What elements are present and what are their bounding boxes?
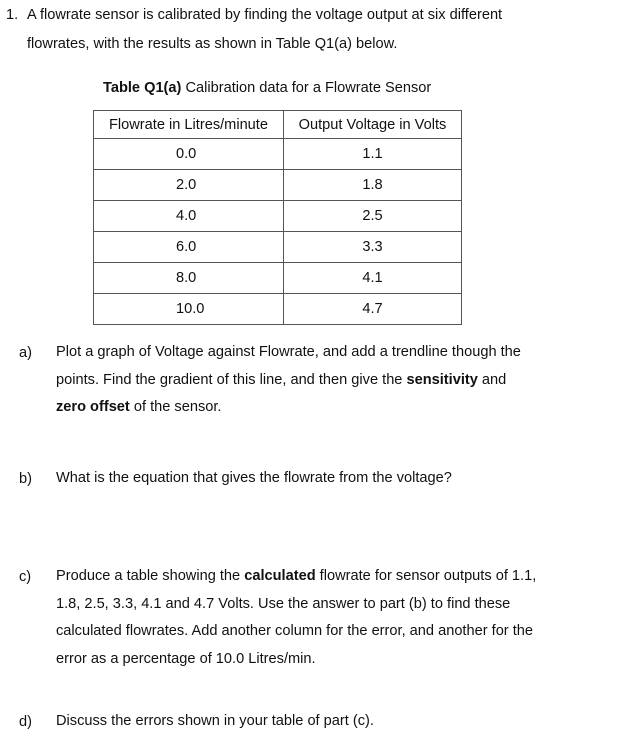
part-b-text	[56, 465, 452, 493]
table-header-row	[94, 111, 462, 139]
part-d-line-1: Discuss the errors shown in your table of part (c).	[56, 713, 374, 729]
question-intro-line-2: flowrates, with the results as shown in Table Q1(a) below.	[27, 36, 398, 52]
part-b-line-1: What is the equation that gives the flowrate from the voltage?	[56, 470, 452, 486]
part-a-line-3: zero offset of the sensor.	[56, 399, 222, 415]
voltage-cell: 4.1	[284, 263, 462, 294]
table-caption-label: Table Q1(a)	[103, 80, 182, 96]
header-flowrate: Flowrate in Litres/minute	[94, 111, 284, 139]
part-c-text	[56, 563, 536, 673]
part-a-text	[56, 339, 521, 422]
voltage-cell: 2.5	[284, 201, 462, 232]
table-row	[94, 294, 462, 325]
table-row	[94, 232, 462, 263]
part-c-line-2: 1.8, 2.5, 3.3, 4.1 and 4.7 Volts. Use the answer to part (b) to find these	[56, 595, 511, 612]
flowrate-cell: 6.0	[94, 232, 284, 263]
part-c-line-3: calculated flowrates. Add another column for the error, and another for the	[56, 623, 534, 639]
voltage-cell: 1.1	[284, 139, 462, 170]
calculated-term: calculated	[244, 568, 316, 584]
table-row	[94, 170, 462, 201]
question-number: 1.	[6, 7, 19, 23]
zero-offset-term: zero offset	[56, 399, 130, 415]
flowrate-cell: 10.0	[94, 294, 284, 325]
part-c-line-4: error as a percentage of 10.0 Litres/min.	[56, 650, 316, 667]
table-caption-title: Calibration data for a Flowrate Sensor	[181, 80, 432, 96]
flowrate-cell: 4.0	[94, 201, 284, 232]
calibration-table	[93, 110, 462, 325]
part-c-label: c)	[19, 569, 32, 585]
part-d-text	[56, 708, 374, 736]
table-row	[94, 139, 462, 170]
sensitivity-term: sensitivity	[406, 371, 478, 388]
flowrate-cell: 8.0	[94, 263, 284, 294]
flowrate-cell: 2.0	[94, 170, 284, 201]
flowrate-cell: 0.0	[94, 139, 284, 170]
part-b-label: b)	[19, 471, 32, 487]
table-row	[94, 263, 462, 294]
part-a-label: a)	[19, 345, 32, 361]
table-caption	[103, 80, 431, 96]
question-intro-line-1: A flowrate sensor is calibrated by finding the voltage output at six different	[27, 7, 503, 23]
voltage-cell: 3.3	[284, 232, 462, 263]
voltage-cell: 1.8	[284, 170, 462, 201]
part-d-label: d)	[19, 714, 32, 730]
part-c-line-1: Produce a table showing the calculated flowrate for sensor outputs of 1.1,	[56, 568, 537, 584]
voltage-cell: 4.7	[284, 294, 462, 325]
part-a-line-1: Plot a graph of Voltage against Flowrate, and add a trendline though the	[56, 344, 521, 360]
table-row	[94, 201, 462, 232]
header-voltage: Output Voltage in Volts	[284, 111, 462, 139]
part-a-line-2: points. Find the gradient of this line, and then give the sensitivity and	[56, 371, 507, 388]
